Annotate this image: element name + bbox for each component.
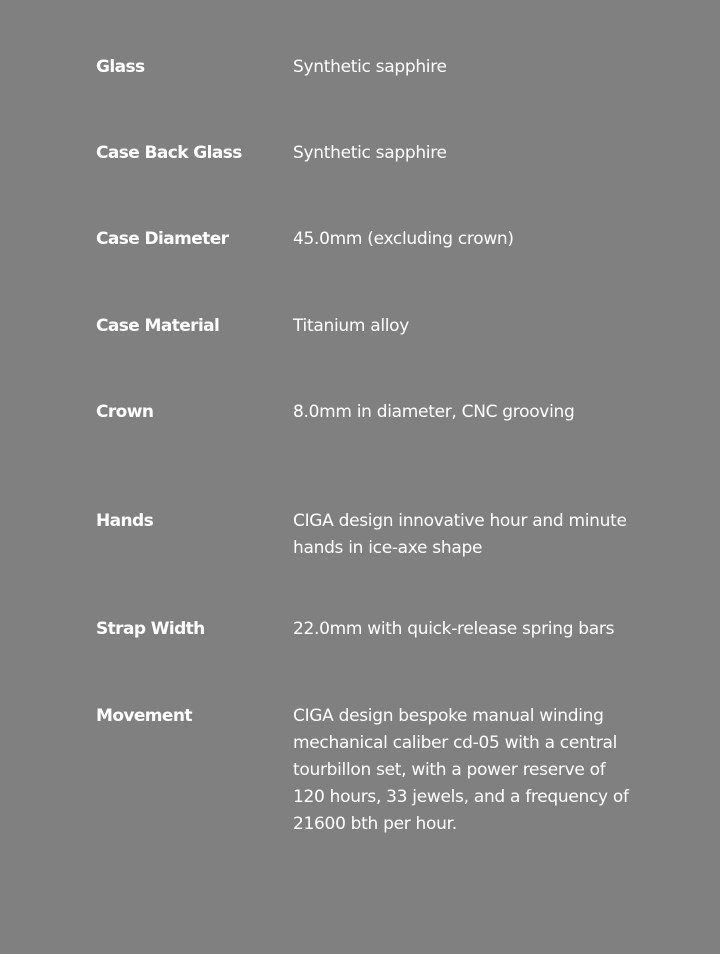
spec-label: Glass — [96, 57, 145, 77]
spec-label: Hands — [96, 511, 154, 531]
spec-value: Synthetic sapphire — [293, 143, 447, 163]
spec-value: 8.0mm in diameter, CNC grooving — [293, 402, 575, 422]
spec-value: CIGA design innovative hour and minute hands in ice-axe shape — [293, 511, 627, 558]
spec-label: Crown — [96, 402, 154, 422]
spec-value: Titanium alloy — [293, 316, 410, 336]
spec-value: 22.0mm with quick-release spring bars — [293, 619, 615, 639]
spec-label: Case Back Glass — [96, 143, 242, 163]
spec-value: 45.0mm (excluding crown) — [293, 229, 514, 249]
spec-value: Synthetic sapphire — [293, 57, 447, 77]
spec-label: Case Material — [96, 316, 220, 336]
spec-label: Strap Width — [96, 619, 205, 639]
spec-label: Movement — [96, 706, 192, 726]
spec-label: Case Diameter — [96, 229, 229, 249]
spec-value: CIGA design bespoke manual winding mechanical caliber cd-05 with a central tourbillon set, with a power reserve of 120 hours, 33 jewels, and a frequency of 21600 bth per hour. — [293, 706, 629, 834]
